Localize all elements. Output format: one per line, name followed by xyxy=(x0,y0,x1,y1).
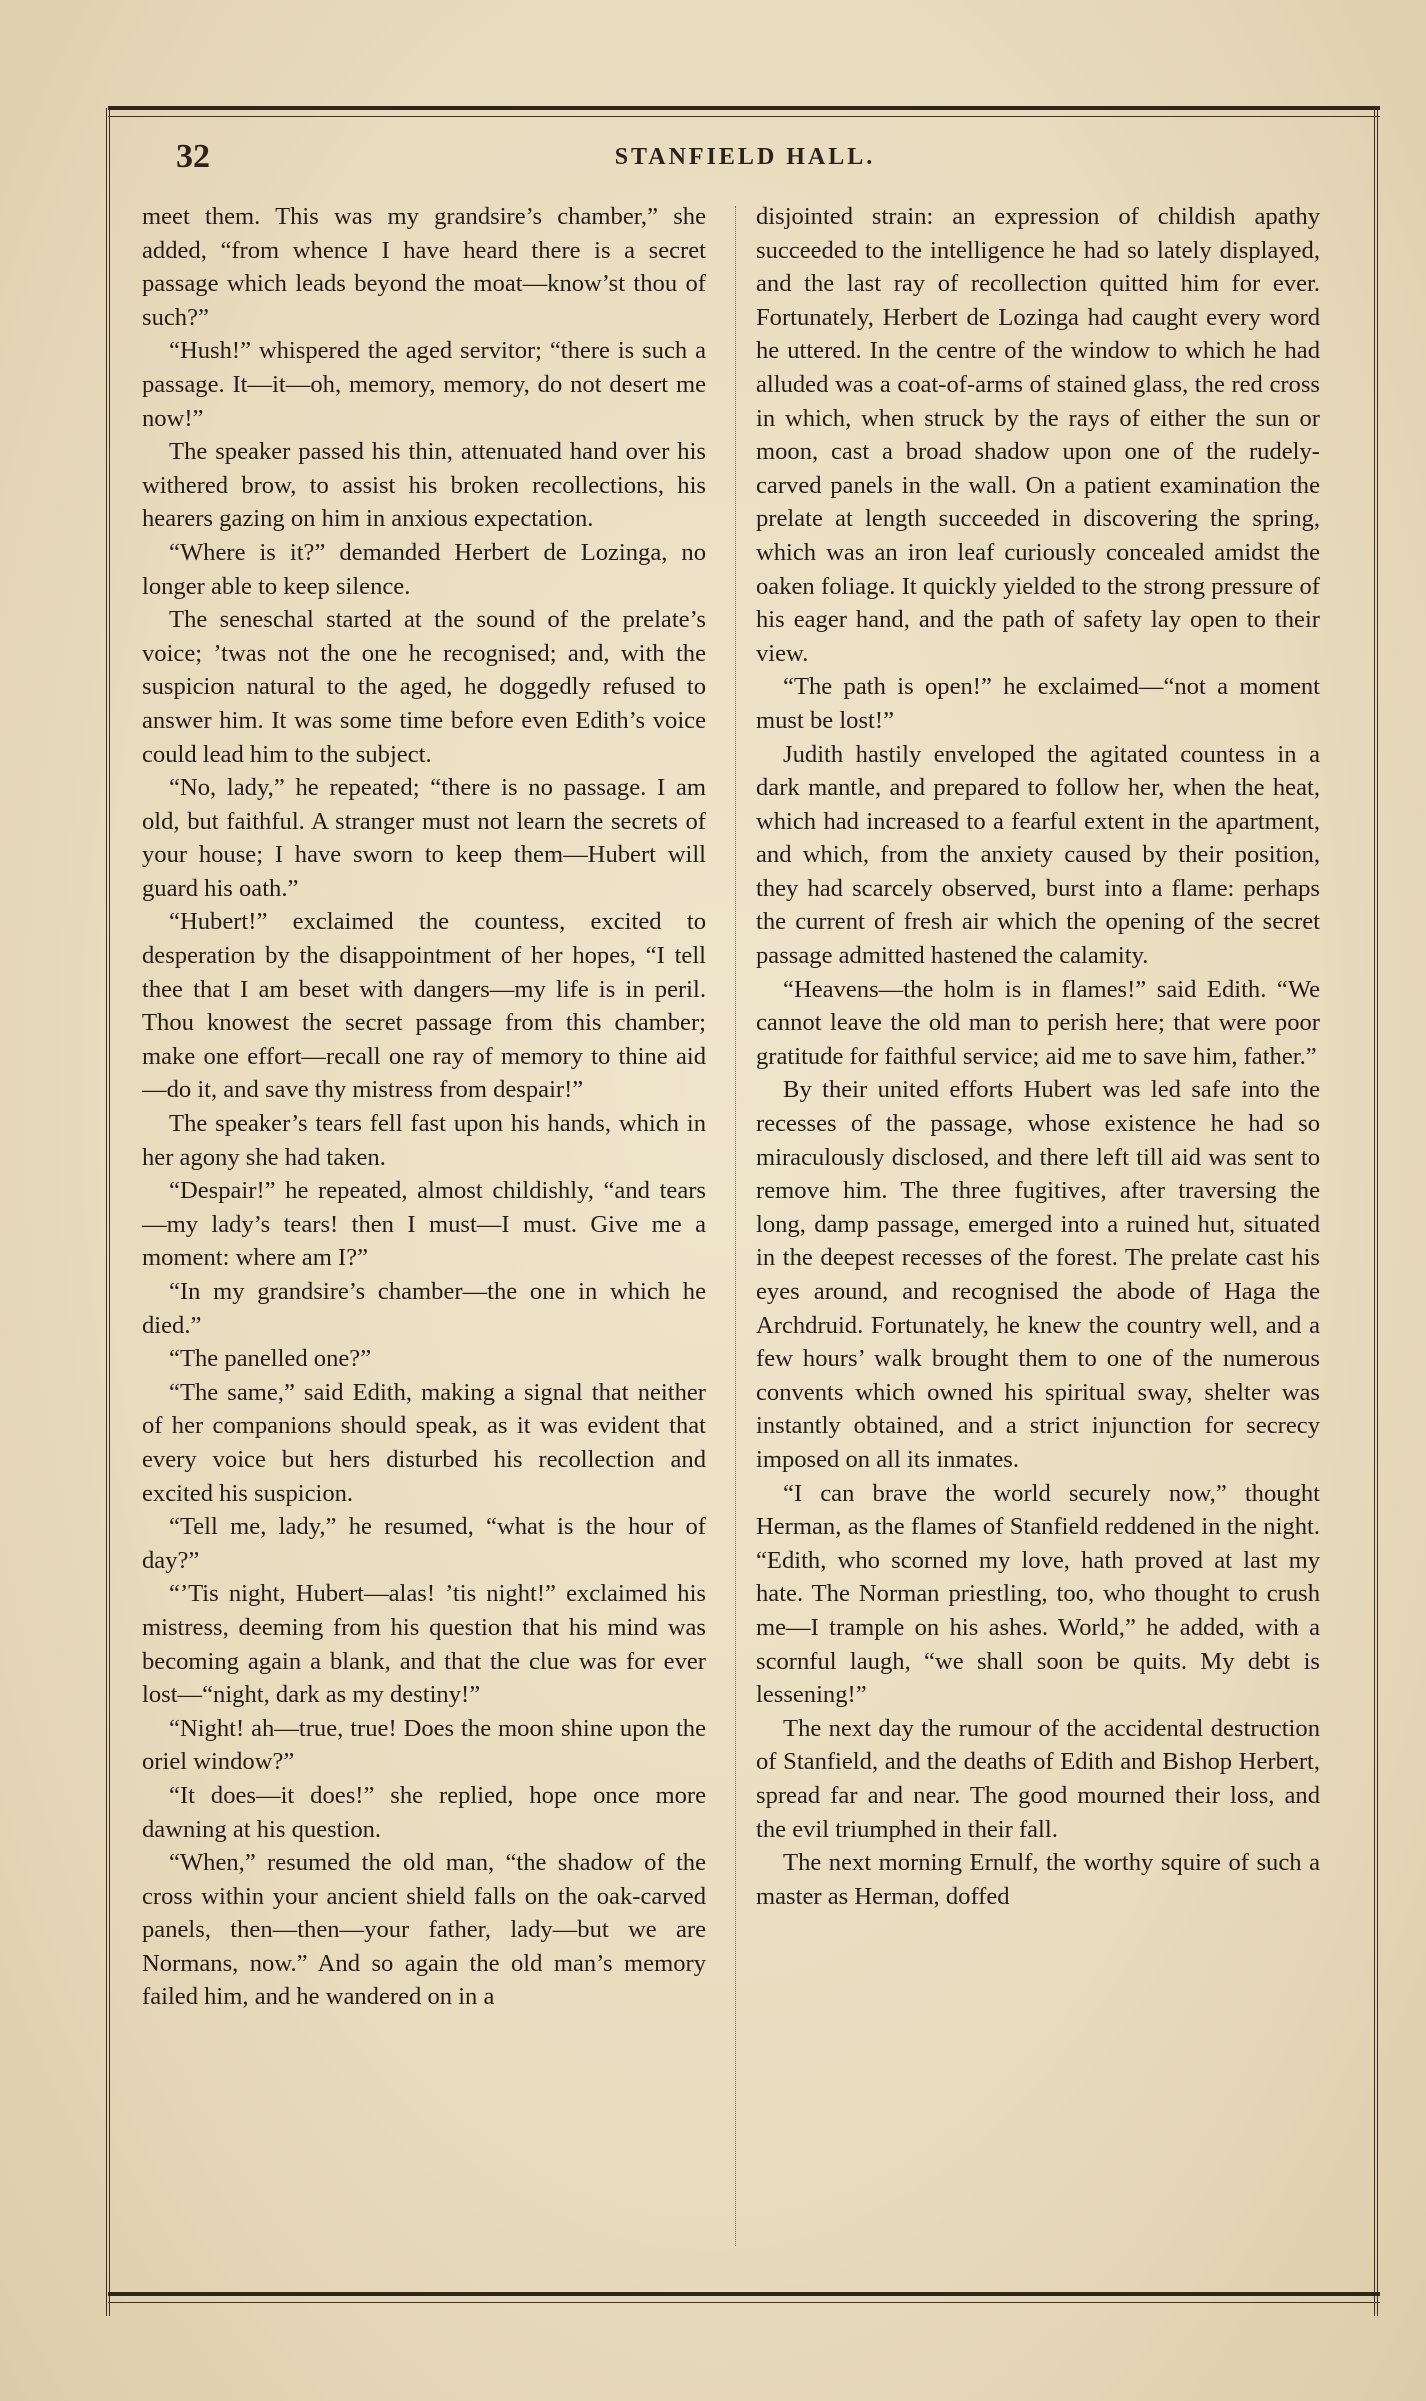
column-divider xyxy=(735,206,736,2246)
paragraph: The speaker’s tears fell fast upon his hands, which in her agony she had taken. xyxy=(142,1110,706,1171)
paragraph: “The panelled one?” xyxy=(169,1345,372,1373)
right-column xyxy=(756,200,1320,1913)
paragraph: “The same,” said Edith, making a signal that neither of her companions should speak, as it was evident that every voice but hers disturbed his recollection and excited his suspicion. xyxy=(142,1378,706,1507)
paragraph: “Heavens—the holm is in flames!” said Edith. “We cannot leave the old man to perish here; that were poor gratitude for faithful service; aid me to save him, father.” xyxy=(756,975,1320,1070)
page-header xyxy=(150,134,1340,178)
paragraph: “When,” resumed the old man, “the shadow of the cross within your ancient shield falls on the oak-carved panels, then—then—your father, lady—but we are Normans, now.” And so again the old man’s memory failed him, and he wandered on in a xyxy=(142,1849,706,2011)
paragraph: “’Tis night, Hubert—alas! ’tis night!” exclaimed his mistress, deeming from his question that his mind was becoming again a blank, and that the clue was for ever lost—“night, dark as my destiny!” xyxy=(142,1580,706,1709)
paragraph: “Despair!” he repeated, almost childishly, “and tears—my lady’s tears! then I must—I must. Give me a moment: where am I?” xyxy=(142,1177,706,1272)
paragraph: The speaker passed his thin, attenuated hand over his withered brow, to assist his broken recollections, his hearers gazing on him in anxious expectation. xyxy=(142,438,706,533)
top-rule xyxy=(108,106,1380,110)
paragraph: disjointed strain: an expression of childish apathy succeeded to the intelligence he had so lately displayed, and the last ray of recollection quitted him for ever. Fortunately, Herbert de Lozinga had caught every word he uttered. In the centre of the window to which he had alluded was a coat-of-arms of stained glass, the red cross in which, when struck by the rays of either the sun or moon, cast a broad shadow upon one of the rudely-carved panels in the wall. On a patient examination the prelate at length succeeded in discovering the spring, which was an iron leaf curiously concealed amidst the oaken foliage. It quickly yielded to the strong pressure of his eager hand, and the path of safety lay open to their view. xyxy=(756,203,1320,667)
top-rule-thin xyxy=(108,116,1380,117)
paragraph: “Hush!” whispered the aged servitor; “there is such a passage. It—it—oh, memory, memory, do not desert me now!” xyxy=(142,337,706,432)
paragraph: “Hubert!” exclaimed the countess, excited to desperation by the disappointment of her hopes, “I tell thee that I am beset with dangers—my life is in peril. Thou knowest the secret passage from this chamber; make one effort—recall one ray of memory to thine aid—do it, and save thy mistress from despair!” xyxy=(142,908,706,1104)
paragraph: “In my grandsire’s chamber—the one in which he died.” xyxy=(142,1278,706,1339)
paragraph: By their united efforts Hubert was led safe into the recesses of the passage, whose existence he had so miraculously disclosed, and there left till aid was sent to remove him. The three fugitives, after traversing the long, damp passage, emerged into a ruined hut, situated in the deepest recesses of the forest. The prelate cast his eyes around, and recognised the abode of Haga the Archdruid. Fortunately, he knew the country well, and a few hours’ walk brought them to one of the numerous convents which owned his spiritual sway, shelter was instantly obtained, and a strict injunction for secrecy imposed on all its inmates. xyxy=(756,1076,1320,1473)
paragraph: “No, lady,” he repeated; “there is no passage. I am old, but faithful. A stranger must not learn the secrets of your house; I have sworn to keep them—Hubert will guard his oath.” xyxy=(142,774,706,902)
bottom-rule xyxy=(108,2292,1380,2296)
paragraph: meet them. This was my grandsire’s chamber,” she added, “from whence I have heard there is a secret passage which leads beyond the moat—know’st thou of such?” xyxy=(142,203,706,331)
paragraph: “Tell me, lady,” he resumed, “what is the hour of day?” xyxy=(142,1513,706,1574)
paragraph: “Where is it?” demanded Herbert de Lozinga, no longer able to keep silence. xyxy=(142,538,706,600)
paragraph: The seneschal started at the sound of the prelate’s voice; ’twas not the one he recognised; and, with the suspicion natural to the aged, he doggedly refused to answer him. It was some time before even Edith’s voice could lead him to the subject. xyxy=(142,606,706,768)
bottom-rule-thin xyxy=(108,2302,1380,2303)
paragraph: “Night! ah—true, true! Does the moon shine upon the oriel window?” xyxy=(142,1714,706,1776)
paragraph: The next day the rumour of the accidental destruction of Stanfield, and the deaths of Edith and Bishop Herbert, spread far and near. The good mourned their loss, and the evil triumphed in their fall. xyxy=(756,1714,1320,1843)
page-number: 32 xyxy=(176,138,210,175)
paragraph: “I can brave the world securely now,” thought Herman, as the flames of Stanfield reddened in the night. “Edith, who scorned my love, hath proved at last my hate. The Norman priestling, too, who thought to crush me—I trample on his ashes. World,” he added, with a scornful laugh, “we shall soon be quits. My debt is lessening!” xyxy=(756,1479,1320,1709)
running-title: STANFIELD HALL. xyxy=(614,144,876,170)
paragraph: “The path is open!” he exclaimed—“not a moment must be lost!” xyxy=(756,673,1320,734)
paragraph: Judith hastily enveloped the agitated countess in a dark mantle, and prepared to follow her, when the heat, which had increased to a fearful extent in the apartment, and which, from the anxiety caused by their position, they had scarcely observed, burst into a flame: perhaps the current of fresh air which the opening of the secret passage admitted hastened the calamity. xyxy=(756,740,1320,970)
left-column xyxy=(142,200,706,2014)
paragraph: The next morning Ernulf, the worthy squire of such a master as Herman, doffed xyxy=(756,1849,1320,1910)
paragraph: “It does—it does!” she replied, hope once more dawning at his question. xyxy=(142,1781,706,1843)
